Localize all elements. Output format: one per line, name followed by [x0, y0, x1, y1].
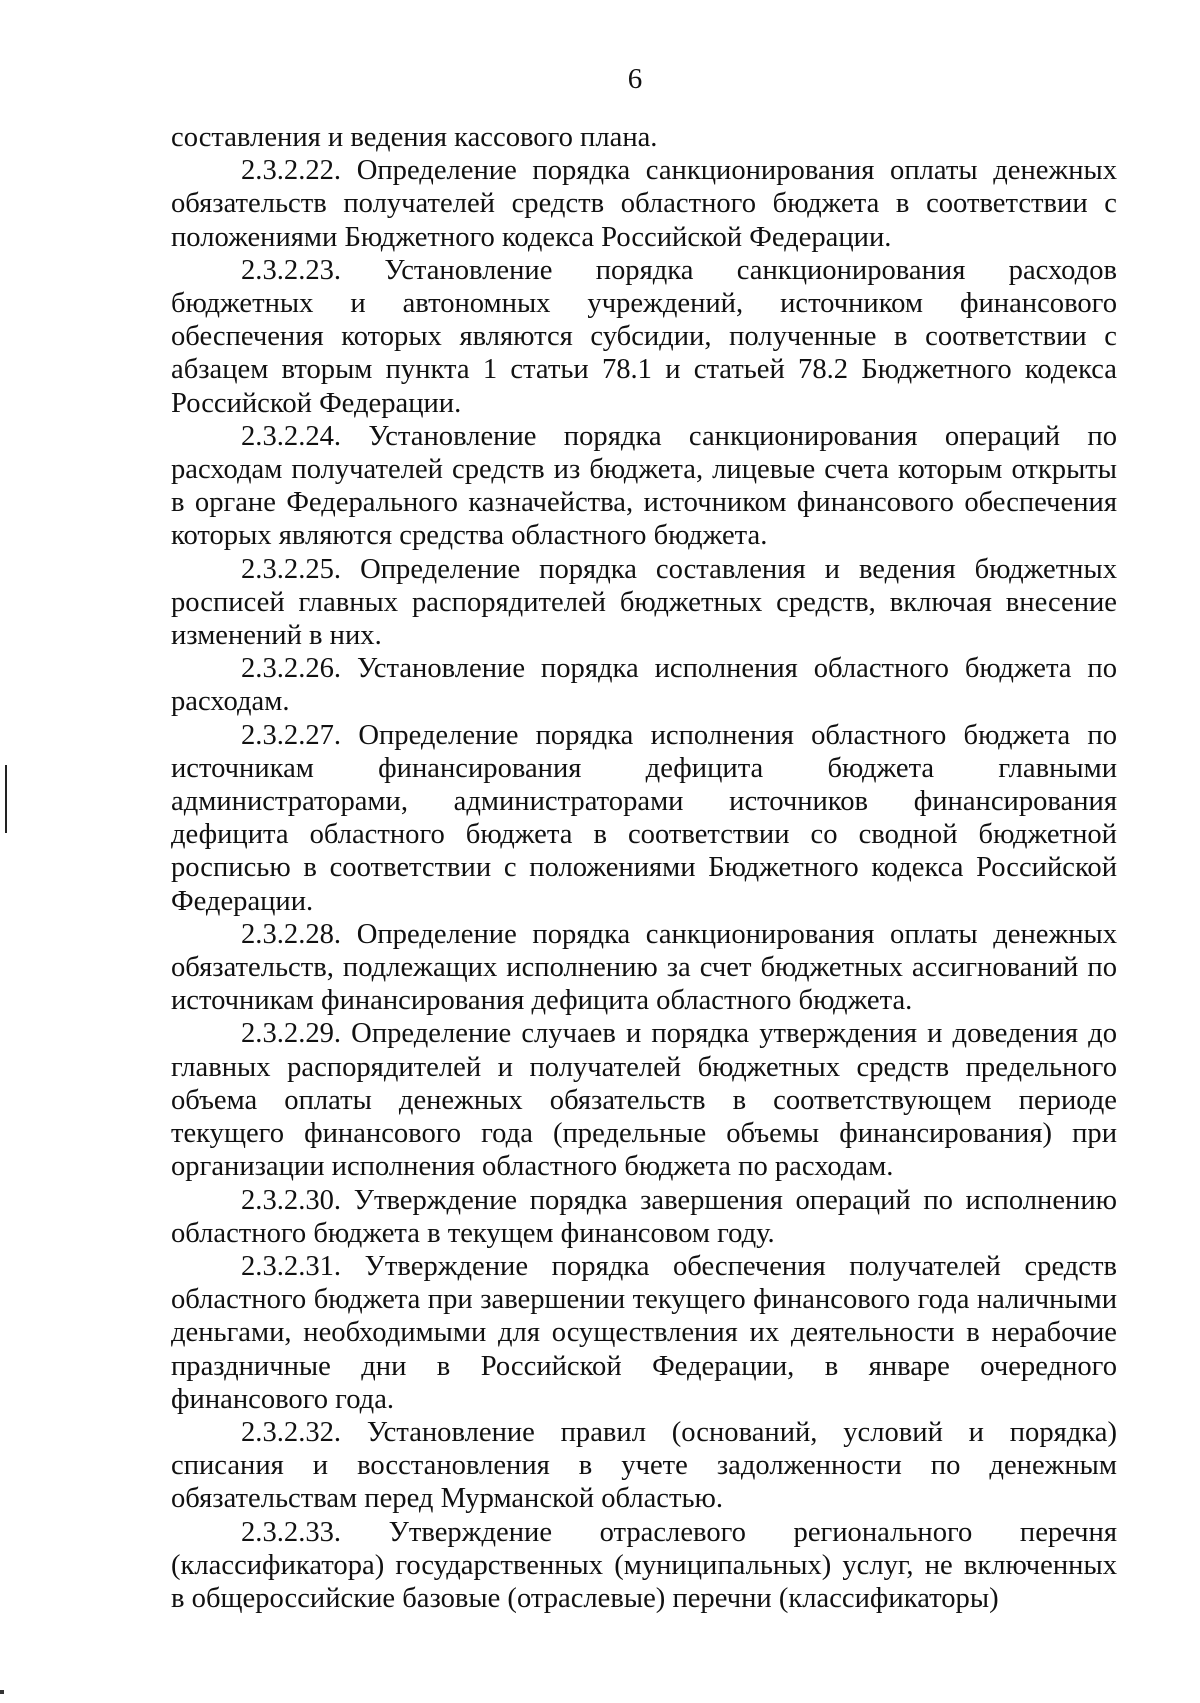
paragraph-2-3-2-24: 2.3.2.24. Установление порядка санкционирования операций по расходам получателей средств из бюджета, лицевые счета которым открыты в органе Федерального казначейства, источником финансового обеспечения которых являются средства областного бюджета.	[171, 420, 1117, 552]
paragraph-2-3-2-26: 2.3.2.26. Установление порядка исполнения областного бюджета по расходам.	[171, 653, 1117, 718]
paragraph-2-3-2-30: 2.3.2.30. Утверждение порядка завершения операций по исполнению областного бюджета в текущем финансовом году.	[171, 1184, 1117, 1249]
paragraph-2-3-2-32: 2.3.2.32. Установление правил (оснований, условий и порядка) списания и восстановления в учете задолженности по денежным обязательствам перед Мурманской областью.	[171, 1416, 1117, 1515]
paragraph-2-3-2-28: 2.3.2.28. Определение порядка санкционирования оплаты денежных обязательств, подлежащих исполнению за счет бюджетных ассигнований по источникам финансирования дефицита областного бюджета.	[171, 918, 1117, 1017]
document-body	[171, 121, 1117, 1615]
paragraph-2-3-2-33: 2.3.2.33. Утверждение отраслевого регионального перечня (классификатора) государственных (муниципальных) услуг, не включенных в общероссийские базовые (отраслевые) перечни (классификаторы)	[171, 1516, 1117, 1614]
paragraph-2-3-2-31: 2.3.2.31. Утверждение порядка обеспечения получателей средств областного бюджета при завершении текущего финансового года наличными деньгами, необходимыми для осуществления их деятельности в нерабочие праздничные дни в Российской Федерации, в январе очередного финансового года.	[171, 1250, 1117, 1415]
paragraph-2-3-2-25: 2.3.2.25. Определение порядка составления и ведения бюджетных росписей главных распорядителей бюджетных средств, включая внесение изменений в них.	[171, 553, 1117, 652]
paragraph-2-3-2-22: 2.3.2.22. Определение порядка санкционирования оплаты денежных обязательств получателей средств областного бюджета в соответствии с положениями Бюджетного кодекса Российской Федерации.	[171, 155, 1117, 253]
paragraph-2-3-2-27: 2.3.2.27. Определение порядка исполнения областного бюджета по источникам финансирования дефицита бюджета главными администраторами, администраторами источников финансирования дефицита областного бюджета в соответствии со сводной бюджетной росписью в соответствии с положениями Бюджетного кодекса Российской Федерации.	[171, 719, 1117, 917]
paragraph-continuation: составления и ведения кассового плана.	[171, 122, 658, 153]
page-number: 6	[627, 63, 643, 95]
scan-corner-dot	[0, 1690, 4, 1694]
scan-edge-mark	[5, 765, 7, 833]
paragraph-2-3-2-23: 2.3.2.23. Установление порядка санкционирования расходов бюджетных и автономных учреждений, источником финансового обеспечения которых являются субсидии, полученные в соответствии с абзацем вторым пункта 1 статьи 78.1 и статьей 78.2 Бюджетного кодекса Российской Федерации.	[171, 254, 1117, 419]
paragraph-2-3-2-29: 2.3.2.29. Определение случаев и порядка утверждения и доведения до главных распорядителей и получателей бюджетных средств предельного объема оплаты денежных обязательств в соответствующем периоде текущего финансового года (предельные объемы финансирования) при организации исполнения областного бюджета по расходам.	[171, 1018, 1117, 1183]
